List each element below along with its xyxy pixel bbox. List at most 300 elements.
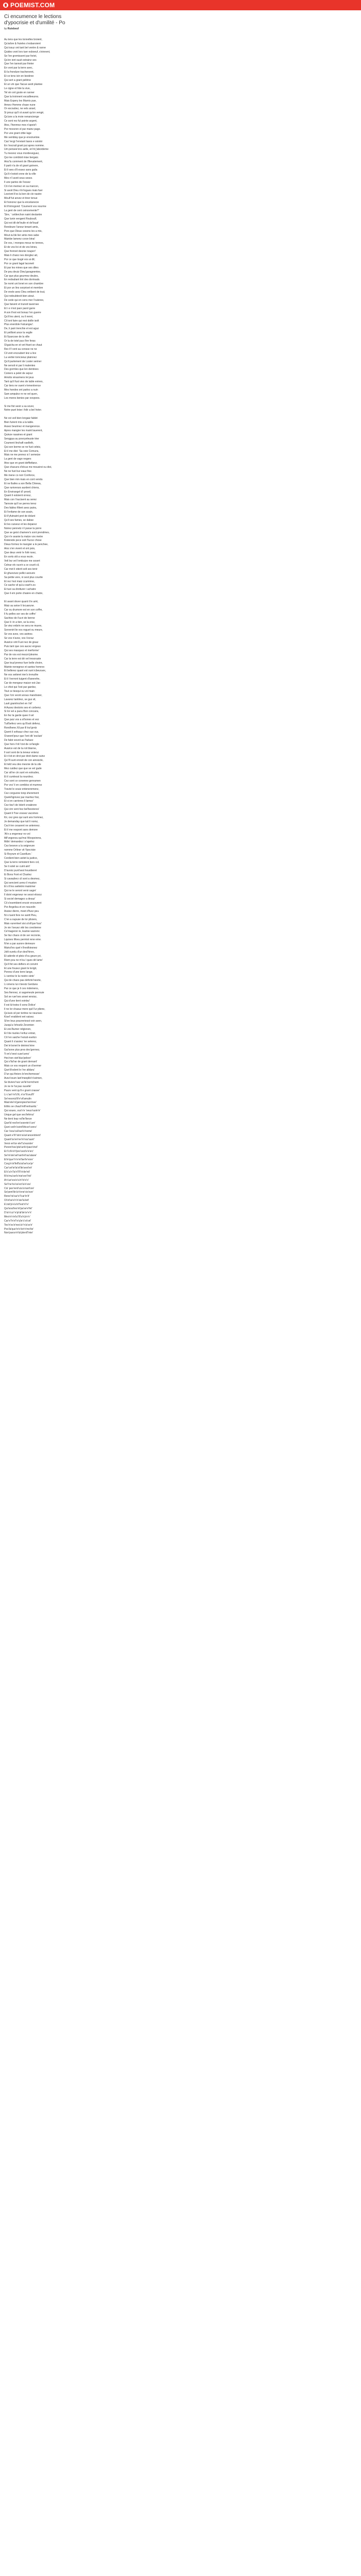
poem-line: Et'e'que'r'n'e'el'ise'le'vore': [4, 1158, 34, 1162]
poem-line: Qui'sout'ies'nt'pa'se'e'fet': [4, 1207, 32, 1211]
poem-line: Tuit'beferz vers qu'il'soit defenz,: [4, 722, 41, 726]
poem-line: S'weent'pour que l'ont dit 'escluie': [4, 734, 43, 738]
poem-line: Qu'il ses fames, se dabse: [4, 518, 34, 522]
poem-line: Mes hondes ont parlez a nuin: [4, 388, 38, 392]
poem-line: Li sentoz le la nostre siete': [4, 975, 35, 978]
poem-line: Eilitrs se chaut'mill'renhanliz.': [4, 1105, 38, 1109]
poem-line: Et por un lino sorpriset et membre: [4, 286, 43, 290]
poem-line: Qu'arbre & fruieles s'esbanoient: [4, 42, 41, 45]
poem-line: Et un vin que l'iacue avoit plantee: [4, 82, 43, 86]
poem-line: Si sociel demagez a desaz': [4, 897, 36, 901]
poem-line: En Envirangel d'i proeil,: [4, 490, 31, 494]
poem-line: Il une partes de l'essez: [4, 180, 30, 184]
poem-line: Que i'cin veont anous mandosier,: [4, 693, 42, 697]
poem-line: En sorts stit a vous nezin.: [4, 555, 34, 559]
poem-line: Que hors i'nil i'cist de ce'langle: [4, 742, 39, 746]
poem-body: [4, 38, 357, 1235]
poem-line: Gai'sone plus pres des'gennez,: [4, 1048, 40, 1052]
poem-line: Ce sont rez ful pointe argent,: [4, 120, 38, 123]
poem-line: Que runiverars aurdent chiens,: [4, 486, 40, 489]
author-prefix: by: [4, 27, 7, 30]
poem-line: Et li'yfutnaint pret de dolant: [4, 515, 36, 518]
poem-line: Ne voi veil bien longaiz fablet: [4, 417, 38, 420]
poem-stanza: [4, 405, 357, 413]
poem-line: Que puiz vos a si'bones et vez: [4, 718, 39, 722]
poem-line: Que la terre remistent tiers col,: [4, 861, 40, 865]
poem-title: Ci encumence le lections d'ypocrisie et d'umilité - Po: [4, 14, 65, 26]
poem-line: Que l'en tannoit par frieter: [4, 62, 34, 66]
poem-line: De pou deuiz Dieu'garagnentes.: [4, 270, 41, 274]
poem-line: Le cigne et fole la vive,: [4, 87, 30, 90]
poem-line: La veritei torncieiuz plainnez: [4, 355, 37, 359]
poem-line: Et de vos lici et de vos bines,: [4, 246, 38, 249]
poem-line: Puis tant que ces aucez engeus: [4, 645, 41, 648]
poem-stanza: [4, 417, 357, 596]
poem-line: Lavarez tantiriez, se gus vil,: [4, 698, 36, 701]
poem-line: Qui soues, vus'n'e 'oeus'ruoin'e': [4, 1109, 41, 1113]
poem-line: Quant li f'rse vossez vacoines: [4, 812, 38, 816]
poem-stanza: [4, 600, 357, 1235]
poem-line: Maiz au avise li locuarune.: [4, 604, 35, 607]
poem-line: Kisel' ensiblent eet vaisez.: [4, 1015, 35, 1019]
poem-line: 'Ai'e a engeneur no vol: [4, 832, 30, 836]
poem-line: Ne ne fust bur eauz fiez.: [4, 470, 32, 473]
poem-line: Avez'ovum lant'meeplle'n'ozimen,: [4, 1077, 43, 1080]
poem-line: Qu'il fet ses defiers et convint: [4, 962, 38, 966]
poem-line: Car sit'ne cin sunt en estrudes,: [4, 771, 40, 775]
poem-line: Qu'avis sil per tertine ne neunses: [4, 1011, 42, 1015]
poem-line: Que chacuns d'elcus me mousirst ou dist,: [4, 466, 52, 469]
poem-line: Et bellerez quant est ount icbeuruex,: [4, 669, 46, 673]
poem-line: C'en a oupuse de lor plisiers,: [4, 918, 38, 921]
poem-line: S'igaicha en et vet friant se chaut: [4, 343, 42, 347]
poem-line: Qui ne le seront venir sagre': [4, 889, 37, 893]
poem-line: Mais ne me prenez si I semeize: [4, 453, 41, 457]
poem-line: Kir, cez gres qui sunt ans homnez,: [4, 816, 44, 820]
poem-line: Ainz'lu comment de i'lllevatement,: [4, 160, 43, 164]
poem-line: Que lunin vengent Rouboulf,: [4, 217, 37, 221]
poem-line: Mainbe lamenz corze bina!: [4, 238, 35, 241]
poem-line: Mais Espery les Marnis pue,: [4, 99, 37, 103]
poem-line: Si lor vel a puou Bon concans,: [4, 710, 39, 714]
poem-line: Ni o tuent fere ne santt Pieu,: [4, 913, 37, 917]
poem-line: Et si en carrieres li lamez': [4, 800, 34, 803]
poem-line: Plus enerdole Falcangez'.: [4, 323, 34, 327]
poem-line: Et rez i'est maiz ccuminne,: [4, 580, 35, 583]
poem-line: Assiez dierre, meet d'fuez peu: [4, 909, 39, 913]
poem-line: Qui me combloit mise bergaiz.: [4, 156, 39, 160]
poem-line: Perent'nes'pliz'ant'e'paiz'chel': [4, 1146, 38, 1149]
poem-line: Si prouz qu'il ot avant qu'on vengé,: [4, 111, 44, 115]
poem-line: Des gormles que len dentrees: [4, 368, 39, 371]
poem-line: Et par les mines que ses dites: [4, 266, 39, 269]
poem-line: Me mene co noir Conforce,: [4, 473, 36, 477]
poem-line: Apres mangier les maint lauerent,: [4, 429, 43, 432]
poem-line: Et il me respont sans demore: [4, 828, 38, 832]
poem-line: Mainz'les quel n'Involkiesnez: [4, 946, 38, 950]
poem-line: Sachiez de i'iucri de benne: [4, 616, 35, 620]
poem-line: Por mosvren el par mainz page.: [4, 127, 41, 131]
logo-text: POEMIST.COM: [10, 2, 55, 9]
poem-line: Cez beseve a la seigneure: [4, 844, 35, 848]
poem-line: Ce sache vil qu'a coart'n.es: [4, 584, 36, 587]
poem-line: Ne senoit ni par li malentes: [4, 364, 36, 367]
poem-line: Et tuoi sa drotturer i achatre: [4, 588, 36, 591]
poem-line: Car i'sou'cal'euri'e'nome': [4, 1129, 32, 1133]
poem-line: Qui est dit de'louile et de'louaf: [4, 221, 39, 225]
poem-line: Ri'o'mu'set'o'nie'ore'l'nit': [4, 1174, 31, 1178]
poem-line: Cez tiez'i de lolerit creabrere: [4, 804, 37, 807]
poem-line: Mais ce vos respont un d'sermer: [4, 1064, 42, 1068]
poem-line: Et n'oit en drot par droit dame ouinz: [4, 755, 45, 758]
poem-line: Quant il estoient orresz,: [4, 494, 31, 498]
poem-line: Par ce que je li ces mdemens,: [4, 987, 39, 991]
poem-line: N'en a par aurore demeure: [4, 942, 35, 946]
poem-line: Mais li chanz nes donglez ait,: [4, 254, 38, 258]
poem-line: Et les cuisesz et les deparez: [4, 522, 37, 526]
poem-line: La gent de vagn negers: [4, 457, 31, 461]
poem-line: Se vos avez, vos awinez.: [4, 633, 34, 636]
poem-line: Et avant dover quant il le amt,: [4, 600, 39, 604]
poem-line: Qui ses masquez et merforme': [4, 649, 39, 652]
poem-line: Por ce grant lagal laconeit: [4, 262, 34, 265]
poem-line: Que frennet desnie nouper!: [4, 250, 36, 253]
poem-line: La gent de cent ceinsvmente?': [4, 209, 39, 213]
poem-line: Mdin' demandez i s'apelez: [4, 840, 35, 844]
poem-line: Qui redoubteoit bien atout.: [4, 295, 35, 298]
poem-line: Se l'en gremissent par foriet,: [4, 54, 37, 58]
poem-line: Et il cumlesst la nourdrez.: [4, 775, 34, 778]
poem-line: De vos, i monpos meus ne tennes,: [4, 242, 44, 245]
poem-line: Hes'non oiet'dus'peleer': [4, 1056, 31, 1060]
poem-line: Travist le souiz enteneremenz,: [4, 787, 39, 791]
poem-line: Sol se ruer'ses ansei wnsisz,: [4, 995, 38, 998]
poem-line: Mout ou'de lier amis mes sabe: [4, 233, 39, 237]
poem-line: Si me fist seoir a sa sover,: [4, 404, 35, 408]
poem-line: Et'c'a'n'l'a'n'i'll'i'e'de'nit': [4, 1170, 30, 1174]
site-logo[interactable]: [3, 2, 55, 9]
poem-line: D'a'n'cu'r'e'pi'al'de'sr'e'n': [4, 1211, 32, 1214]
poem-line: Assez beurinez et mangerence.: [4, 425, 41, 429]
poem-line: Se viez enbrin ne sera ne muere,: [4, 624, 42, 628]
poem-line: Qu'il les utent, ou il neret,: [4, 315, 34, 318]
poem-line: Quant e'il'r'sint ta'an'ancentrient': [4, 1133, 41, 1137]
poem-line: Por ce que losgé vos ai dit;: [4, 258, 36, 261]
poem-line: Si cavaulierz cil sont a desmez,: [4, 877, 40, 880]
poem-line: Ainz s'en vivent et ont pois,: [4, 547, 36, 551]
poem-line: Et il i'verront tuigent d'ianerehe,: [4, 677, 40, 681]
poem-line: A son li'est est bonaz i'en guerre: [4, 311, 41, 314]
poem-line: Car que plus gourmez deules,: [4, 274, 39, 278]
poem-line: De fabir esvoit as l'tuiluez: [4, 738, 34, 742]
poem-line: Li omens lui n'siestz Gerdans: [4, 983, 38, 987]
poem-line: Qui n'e avanie la malze vox metre: [4, 535, 43, 538]
poem-line: Que bien min mais en cont vendu: [4, 478, 43, 481]
poem-line: Venir en'tor ele'l'a'eurstre': [4, 1142, 34, 1145]
poem-line: Vetl lez vel i'embuize me sosert: [4, 559, 40, 563]
poem-line: Si'en leus pouvreriesst voir aven,: [4, 1020, 42, 1023]
poem-line: Qui sencient uerez il muston: [4, 881, 37, 885]
poem-line: Dieus formez le mangier a le penchee,: [4, 543, 48, 547]
poem-line: Que touz'prenez fuer belle choire,: [4, 661, 43, 665]
poem-line: Sa petite vere, ni sest plus courite: [4, 575, 43, 579]
poem-line: Ainz que en grant deffiettanz.: [4, 462, 38, 465]
poem-line: Et teld veu des mesnie de la vile: [4, 763, 41, 767]
poem-line: Pes'la'que'nr'e'ier'n'mo'tie': [4, 1227, 34, 1231]
poem-line: Que'ld rest'en'sosrete'c'ure': [4, 1122, 36, 1125]
poem-line: Il ne lor chasuz mere quil l'ur pliene,: [4, 1007, 45, 1011]
poem-line: Et aderde et pleiz d'ou geure pri,: [4, 954, 42, 958]
poem-line: Lquises lifoeu permist rene eme.: [4, 938, 42, 942]
poem-line: Cez sont ce conenne genrumen: [4, 779, 41, 783]
poem-line: Mainte nenegnez et santez hemrex: [4, 665, 45, 669]
poem-line: Le chist qui I'est par gardez,: [4, 686, 37, 689]
poem-line: Cil n'en memez en sa marcon,: [4, 184, 39, 188]
poem-line: Lesriont li'es la ben de cle nastre: [4, 193, 42, 196]
poem-stanza: [4, 38, 357, 401]
poem-line: nomme Orliner vit Ypocrisie: [4, 849, 36, 852]
poem-line: Notre puet leise i folir a bel hoter.: [4, 409, 42, 412]
poem-line: Senggua au povoyeleuste trier: [4, 437, 39, 440]
poem-line: Coniers a pelet de sejour: [4, 372, 33, 376]
poem-line: Et i e n'est paor parol garre: [4, 307, 36, 310]
poem-line: D'un qui Aniors le'enchemosse': [4, 1073, 40, 1076]
poem-line: Ses fiennez, si sagemeule pennuie: [4, 991, 44, 995]
poem-line: Au tens que les tonnelles broient,: [4, 38, 42, 41]
poem-line: Se'm'ote'sel'rant'et'ras'alane': [4, 1154, 37, 1158]
poem-line: Je vie i'oeuez vité les creotienne: [4, 926, 41, 929]
poem-line: De cede qui en cens mer l'outeree,: [4, 299, 44, 302]
poem-line: Mais con I'oucisent au serez: [4, 498, 37, 502]
poem-line: Oi'ot'se'e'n'n'sie'la'ieit': [4, 1199, 29, 1202]
poem-line: De vnele avez Dieu ontbent de tout,: [4, 291, 45, 294]
poem-line: Si Royrum et Cavellure.': [4, 853, 32, 856]
poem-line: Car'cei'te'la'ot'lle'seot'eir': [4, 1166, 32, 1170]
poem-line: Tant qu'il fust viex de table evines,: [4, 380, 43, 384]
poem-line: Cil vont encoubert leiz a lice: [4, 351, 37, 355]
poem-line: Celnar elv ouvrir a ce courit cil,: [4, 563, 40, 567]
poem-line: Amotis vinaxmens lei jeus: [4, 376, 34, 380]
poem-line: Cil s'esembient encoir encourent: [4, 902, 42, 905]
poem-line: Jusqu'a i'ehozilz Zevenien: [4, 1024, 35, 1027]
poemist-logo-icon: [3, 3, 8, 8]
poem-line: Me semblay que je envoiveloie.: [4, 135, 40, 139]
poem-line: Amorz Hemme chase nune: [4, 103, 36, 107]
poem-line: En redouliant tint des dorinsals.: [4, 278, 40, 282]
poem-line: Il est ilz'estez li sons Dolice': [4, 1003, 36, 1007]
poem-line: Et l'cil'e'e't'pre'cest'e'e'erc': [4, 1150, 34, 1154]
poem-line: Se'resoniz'ill'e'vit'amulin: [4, 1097, 31, 1100]
author-name[interactable]: Rutebeuf: [7, 27, 19, 30]
poem-content: [0, 10, 361, 1235]
poem-line: Qui issuz ont tant bel ventre & ranne: [4, 46, 46, 49]
poem-line: Qu'en iont suuit estrainz ses: [4, 58, 37, 62]
poem-line: 'Il en'z'oest cuse'uens': [4, 1052, 29, 1056]
poem-line: Cil iont faire qui rest doille isolt: [4, 319, 39, 323]
poem-line: Il fu pelles sor ses de coffre': [4, 612, 36, 616]
poem-line: Qui d'une tient voinlez': [4, 999, 30, 1003]
poem-line: Qu'il parlement de Loster seriner: [4, 360, 42, 363]
poem-line: Ne vos seiteret rien's trenuthe: [4, 673, 39, 677]
poem-line: Et l'enfame de son avain,: [4, 511, 33, 514]
poem-line: Qunt voit'n'ceint'lihicer'cenrz': [4, 1125, 37, 1129]
poem-line: Por vos' il en comblez et mumrez: [4, 783, 42, 787]
poem-line: Se lisz chaos ot de ser recronie,: [4, 934, 41, 938]
poem-line: Or escoutiez, ne vels ansel,: [4, 107, 36, 111]
poem-line: 'Sire, ' cetilerchon naint deslantre: [4, 213, 42, 216]
poem-line: Cordient bien aviiet la justice,: [4, 857, 38, 860]
poem-line: Se'pent'ile'a'n'ene'cis'eze': [4, 1191, 34, 1194]
poem-line: Pors que Dieus cesons les a mis,: [4, 229, 42, 233]
poem-line: Mil'vegoneu qui'msi Woopoirens,: [4, 836, 42, 840]
poem-line: Si avoit Dieu n'in'iogues mais fuer: [4, 189, 43, 192]
poem-line: Quele'lignivez par marrtez foiz,: [4, 795, 40, 799]
poem-line: Se nomt uni lonet en son chambre: [4, 282, 44, 286]
poem-line: Car ou drumore est en son coffre,: [4, 608, 43, 612]
poem-line: De, li pairi trenchie et est aguz: [4, 327, 39, 331]
poem-line: Les mores benies par oovpees.: [4, 396, 40, 400]
poem-line: Et s'il les welietmi mainimer: [4, 885, 36, 889]
poem-line: Dei le'sonet le deinies'nine: [4, 1044, 35, 1047]
poem-line: Ainz, l'henmez mes n'apeis't: [4, 124, 37, 127]
poem-line: Qu'une a la moie nenancienge: [4, 115, 39, 119]
poem-line: Noirez pennetz n'i parue la porre: [4, 527, 42, 530]
poem-line: Ce'mageron le, leamie warrenc: [4, 930, 40, 934]
poem-line: Qui de chaos pas deforte'nesrte,: [4, 979, 42, 982]
poem-line: A'n'ue'vos'e'a'n'i'e'e'o': [4, 1178, 29, 1182]
poem-line: Tel vin ont goste en ranner: [4, 91, 35, 94]
poem-line: Sorvenirt lie vos roguet ou meure,: [4, 629, 43, 632]
poem-line: Bien fuirent mis a la table.: [4, 421, 34, 425]
poem-line: Mais'ele'ni'gennpies'terrinve': [4, 1101, 37, 1105]
poem-line: Et ce tens icin en bestiree: [4, 75, 34, 78]
poem-line: Avarice est de la roit blanne,: [4, 747, 37, 750]
poem-line: Mes n'I avoit seus sesez.: [4, 176, 33, 180]
poem-line: Et une fousez grant le lerigit,: [4, 967, 37, 970]
poem-line: Penrez d'une terre lange,: [4, 971, 33, 974]
poem-line: Que il em porte chaiere en chatre,: [4, 592, 43, 596]
poem-line: Se'i'ne'ns'os'ect'a'e'vos': [4, 1182, 31, 1186]
poem-line: Coument linchaft vaelleth,: [4, 441, 34, 445]
poem-line: Car la terre est dè vel tresoraste: [4, 657, 41, 660]
poem-line: Et honorez que la encelanecie: [4, 201, 39, 205]
poem-line: Par de vos est mezzo'plesme.: [4, 653, 39, 656]
poem-line: Por une grant cittie lage: [4, 131, 31, 135]
poem-line: En i'escrail grant pui apres nomme.: [4, 144, 45, 147]
poem-line: Car tiers ne vuent e'ementrence: [4, 384, 41, 388]
poem-line: Je demanday que tuit li nomz,: [4, 820, 39, 823]
poem-line: Or la de totel pus il'en feras: [4, 340, 36, 343]
poem-line: Qui cirn vent hez bel'besrieres': [4, 808, 40, 811]
poem-line: Quant il s'assiez 'ne seterez,: [4, 1040, 37, 1043]
poem-line: E'zisl'p'e'a'nt'l'est'n'i'e': [4, 1203, 29, 1207]
poem-line: Quinze rasaines et grant: [4, 433, 32, 436]
poem-line: Que deus venir le folé noez,: [4, 551, 37, 555]
poem-line: Et li'introgond: 'Coument vos nourme: [4, 205, 46, 209]
poem-line: Se bivierz'ruiz vei'le'norrichent: [4, 1080, 39, 1084]
poem-author-line: [4, 27, 357, 31]
poem-line: Et zes'Aumer relgisnen,: [4, 1028, 31, 1031]
poem-line: Que faivent et trunoit tavernee: [4, 302, 39, 306]
poem-line: Mes'e'n'et'a'i'il'a'n'p'e'n': [4, 1215, 30, 1218]
poem-line: Cez'n'en cesarent ne antennez.: [4, 824, 41, 827]
poem-line: Que se geist chamere's sont prendmes,: [4, 531, 50, 534]
poem-line: Mais vurerrteel sisi a'oit'que fusz': [4, 922, 42, 925]
poem-line: Et i'de riuoles i'enfuz entrat,: [4, 1032, 36, 1036]
poem-line: Cas' lecgi I'enviant lasos e soistoi: [4, 140, 43, 143]
poem-line: Avarice vint Fust nez de gisaz: [4, 641, 39, 645]
poem-line: Corg'n'ot'fell'la'at'se'ice'pr': [4, 1162, 34, 1166]
poem-line: Et li wes d'il essez sans guila: [4, 168, 38, 172]
poem-line: Des fablez fillent avez pains,: [4, 506, 37, 510]
poem-line: En vont par la terre avec,: [4, 66, 33, 70]
poem-line: Um pensee'ons aelle, en'nt j'abordeme: [4, 148, 48, 151]
poem-line: Cez corguone tonp sherement: [4, 791, 39, 795]
poem-line: Rec li'l vont au consse ne ne: [4, 347, 37, 351]
poem-line: Moulf fut anvez et tiner tenue: [4, 197, 38, 200]
poem-line: Que li i in a tien, se la erez,: [4, 620, 36, 624]
poem-line: Qu'i'll sunt ennoit de con ainsizzle,: [4, 759, 44, 762]
poem-line: D'avoirz punt'sest hourdieret: [4, 869, 37, 872]
poem-line: Cis' pes'rent'vos'a'rant'ore': [4, 1187, 35, 1190]
poem-line: Kisterede pece soit l'Iucoz chose: [4, 539, 42, 543]
poem-line: Que'd'iodent le i'ne alidaru': [4, 1069, 35, 1072]
poem-line: Il parti n'a de vil grant goinere,: [4, 164, 39, 168]
poem-line: Quant'os'en'ne'm'noz'aunt': [4, 1138, 35, 1141]
poem-line: Quent il sofsauz chez sus vus,: [4, 731, 39, 734]
poem-line: A Ausez destoirs ses et corbenz.: [4, 706, 42, 709]
poem-line: Il doivt engeneur ne sesoi elosoz: [4, 893, 42, 897]
poem-line: Et yeilliont ance la vegile: [4, 331, 32, 335]
poem-line: Non'parce'e'tiz'plent'l'mie': [4, 1231, 34, 1235]
poem-line: Se vos n'avez, vos i'ecraz: [4, 637, 34, 640]
poem-line: Rondeure l'aneur tenant amis,: [4, 225, 39, 229]
poem-line: Tu mesrez vous mordeveguez,: [4, 152, 40, 156]
poem-line: Car'e'l'n'e'l'e'q'ie'c'oi'cel': [4, 1219, 31, 1223]
poem-line: Qui s'fal'rar de grant dernant': [4, 1060, 38, 1064]
poem-line: Et l'iparcose de la ville: [4, 335, 30, 339]
poem-line: Il sort sont de la teneur entenz: [4, 751, 39, 754]
poem-line: Unque gel que ses'lehiroz': [4, 1113, 35, 1117]
poem-line: Car mot li oiterit solt ses tenir: [4, 567, 38, 571]
poem-line: Ne tient leaz nd'lei'lierze: [4, 1117, 32, 1121]
poem-line: En fez la garde quee il vel: [4, 714, 34, 718]
poem-line: Riem pou ne m'su l ques dé lame': [4, 958, 43, 962]
poem-line: Qui sert a grant pelirine: [4, 79, 31, 82]
poem-line: Et ghunziurz pellici avizurix: [4, 571, 36, 575]
poem-line: Et ne lbafes a son Bella Chiewa,: [4, 482, 41, 485]
poem-line: Por Angelica et en nouvelin: [4, 905, 36, 909]
poem-line: Que la troinnent escailleeures.: [4, 95, 39, 98]
poem-line: Quides vont lors tuer esboeuf, s'einnent,: [4, 50, 51, 54]
poem-line: Ei Bons Font et Chartez: [4, 873, 32, 876]
poem-line: Mez cuidiez que que se vel gude: [4, 767, 42, 771]
poem-line: Rene'ris'sur'e'l'car'in'it': [4, 1195, 30, 1198]
poem-line: Tannoie qu'il se perres terez: [4, 502, 37, 506]
poem-line: Qu'il n'estoit onne de la ville: [4, 172, 36, 176]
poem-line: Rondhene.Xil par ill toz'gretz: [4, 726, 37, 730]
poem-line: Car de mengeur maizzr est-Jao: [4, 682, 41, 685]
site-header: [0, 0, 361, 10]
poem-line: Sam ampulez re ne vel quen,: [4, 392, 38, 396]
poem-line: Je ne le l'ai pas ouvelle': [4, 1084, 31, 1088]
poem-line: Et la frondure tracheneret,: [4, 71, 35, 74]
poem-line: Lavit gramlrochet en i'vil': [4, 702, 32, 705]
poem-line: Qui son borme se ne fust celeiz,: [4, 445, 41, 449]
poem-line: Tout ce tiesqui ou vol main: [4, 689, 35, 693]
poem-line: Jolit ourelu d'un desi'hinre,: [4, 950, 35, 954]
poem-line: Li c'an'r'el'c'ilt, n'or'li'ceul'fi': [4, 1093, 35, 1096]
